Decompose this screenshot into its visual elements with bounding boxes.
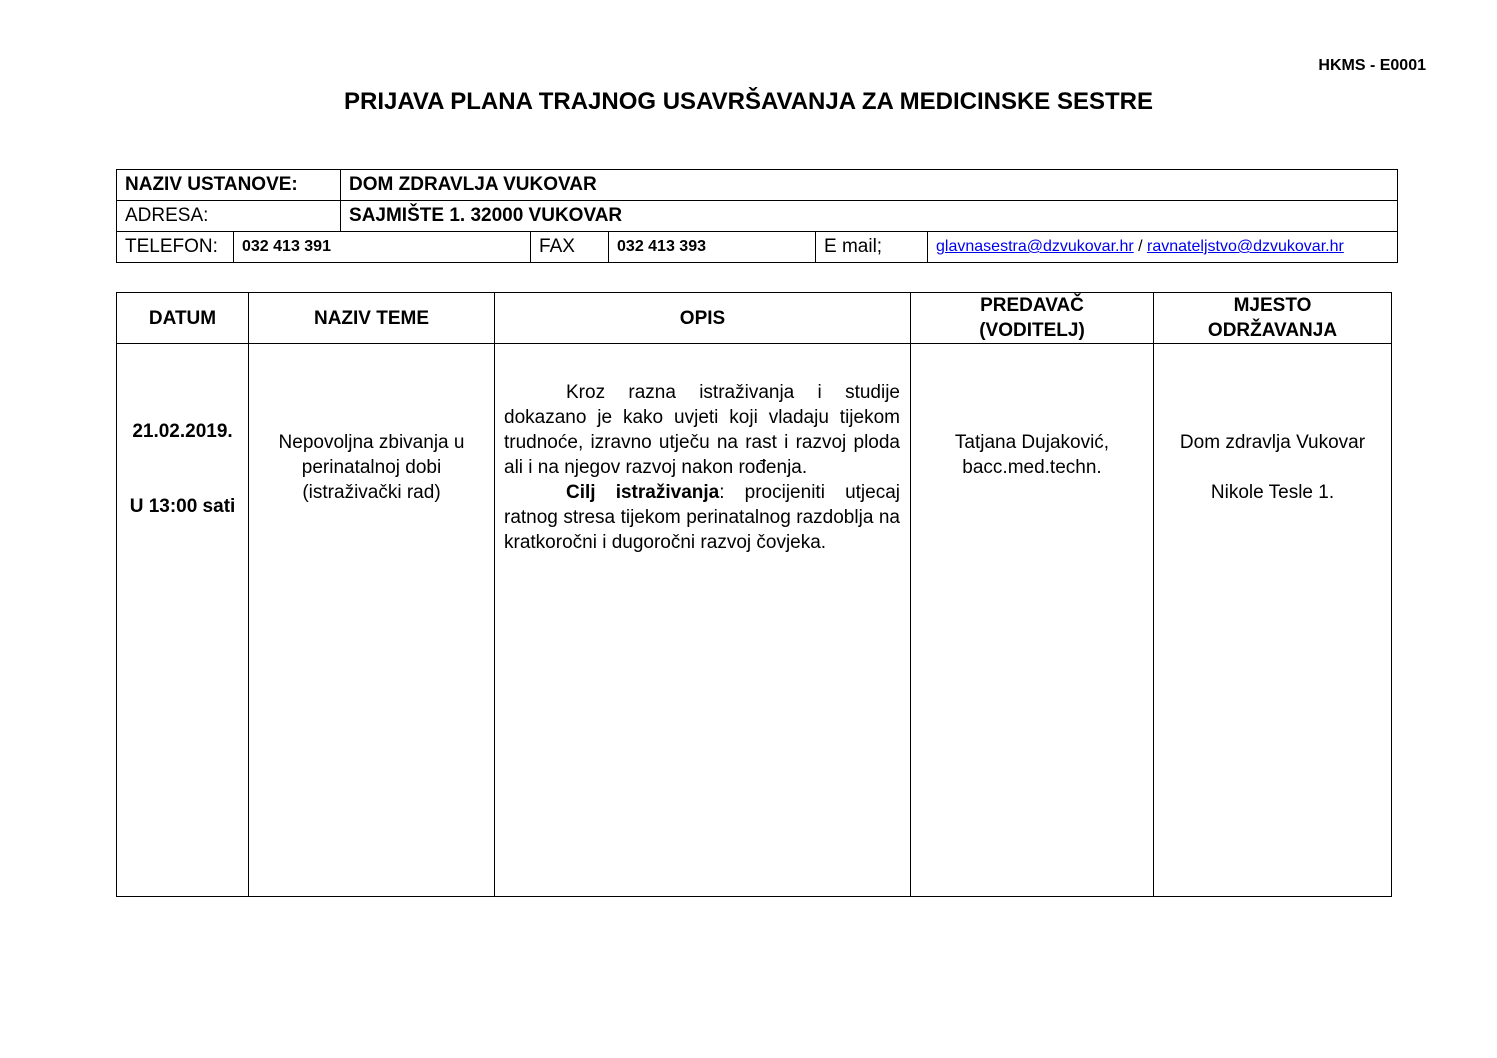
plan-lecturer: Tatjana Dujaković, bacc.med.techn. [911,344,1154,897]
fax-value: 032 413 393 [609,232,816,263]
page-title: PRIJAVA PLANA TRAJNOG USAVRŠAVANJA ZA MEDICINSKE SESTRE [344,88,1153,115]
plan-header-row [117,293,1392,344]
plan-description-paragraph-1: Kroz razna istraživanja i studije dokazano je kako uvjeti koji vladaju tijekom trudnoće, izravno utječu na rast i razvoj ploda ali i na njegov razvoj nakon rođenja. [504,382,900,478]
header-date: DATUM [117,293,249,344]
plan-description-cell [495,344,911,897]
phone-value: 032 413 391 [234,232,531,263]
header-lecturer [911,293,1154,344]
place-spacer [1155,455,1390,480]
phone-label: TELEFON: [117,232,234,263]
institution-name-value: DOM ZDRAVLJA VUKOVAR [341,170,1398,201]
email-link-glavnasestra[interactable]: glavnasestra@dzvukovar.hr [936,238,1134,255]
email-separator: / [1133,238,1148,255]
header-place-line1: MJESTO [1233,295,1312,316]
plan-description-paragraph-2 [504,480,900,555]
email-label: E mail; [816,232,928,263]
header-theme: NAZIV TEME [249,293,495,344]
form-code: HKMS - E0001 [1318,57,1426,74]
header-lecturer-line2: (VODITELJ) [979,320,1085,341]
plan-table [116,292,1392,897]
institution-name-row [117,170,1398,201]
plan-theme: Nepovoljna zbivanja u perinatalnoj dobi (istraživački rad) [249,344,495,897]
email-link-ravnateljstvo[interactable]: ravnateljstvo@dzvukovar.hr [1147,238,1344,255]
plan-date-cell [117,344,249,897]
institution-address-value: SAJMIŠTE 1. 32000 VUKOVAR [341,201,1398,232]
institution-table [116,169,1398,263]
plan-place-line1: Dom zdravlja Vukovar [1179,432,1366,453]
header-place [1154,293,1392,344]
plan-date: 21.02.2019. [132,421,233,442]
plan-time: U 13:00 sati [129,496,236,517]
email-value [928,232,1398,263]
fax-label: FAX [531,232,609,263]
plan-place-cell [1154,344,1392,897]
goal-label: Cilj istraživanja [566,482,720,503]
header-description: OPIS [495,293,911,344]
institution-contact-row [117,232,1398,263]
plan-row [117,344,1392,897]
goal-text: : procijeniti utjecaj ratnog stresa tijekom perinatalnog razdoblja na kratkoročni i dugoročni razvoj čovjeka. [504,482,900,553]
plan-place-line2: Nikole Tesle 1. [1210,482,1335,503]
header-lecturer-line1: PREDAVAČ [980,295,1084,316]
institution-address-label: ADRESA: [117,201,341,232]
header-place-line2: ODRŽAVANJA [1207,320,1338,341]
institution-name-label: NAZIV USTANOVE: [117,170,341,201]
institution-address-row [117,201,1398,232]
